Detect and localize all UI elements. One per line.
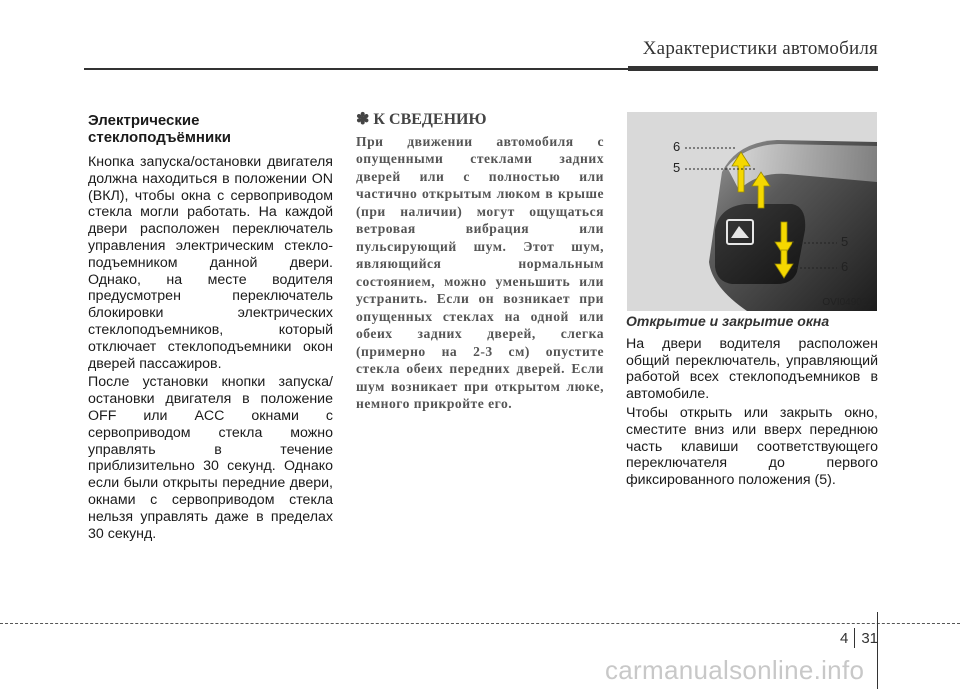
note-body: При движении автомобиля с опущенными стеклами задних дверей или с полностью или частично открытым люком в крыше (при наличии) могут ощущаться ветровая вибрация или пульсирующий шум. Этот шум, являющийся нормальным состоянием, можно уменьшить или устранить. Если он возникает при опущенных стеклах на одной или обеих задних дверей, слегка (примерно на 2-3 см) опустите стекла обеих передних дверей. Если шум возникает при открытом люке, немного прикройте его. [356, 133, 604, 412]
note-heading [356, 112, 604, 129]
header-rule-accent [628, 66, 878, 71]
header-title: Характеристики автомобиля [642, 38, 878, 59]
section-heading: Электрические стеклоподъёмники [88, 112, 231, 146]
window-switch-illustration [627, 112, 877, 311]
label-6-down: 6 [841, 259, 849, 274]
label-5-down: 5 [841, 234, 849, 249]
left-column [88, 112, 333, 544]
figure-code: OVI049021 [822, 297, 873, 308]
note-mark-icon: ✽ [356, 111, 370, 128]
page-number-vline [877, 612, 878, 689]
right-paragraph-2: Чтобы открыть или закрыть окно, сместите вниз или вверх переднюю часть клавиши соответствующего переключателя до первого фиксированного положения (5). [626, 404, 878, 489]
paragraph-1: Кнопка запуска/остановки двигателя должна находиться в положении ON (ВКЛ), чтобы окна с сервоприводом стекла могли работать. На каждой двери расположен переключатель управления электрическим стекло-подъемником данной двери. Однако, на месте водителя предусмотрен переключатель блокировки электрических стеклоподъемников, который отключает стеклоподъемники окон дверей пассажиров. [88, 154, 333, 372]
label-5-up: 5 [673, 160, 681, 175]
chapter-number: 4 [839, 629, 849, 647]
right-column [626, 313, 878, 491]
watermark: carmanualsonline.info [605, 655, 865, 685]
page-number [840, 628, 878, 648]
note-column [356, 112, 604, 413]
label-6-up: 6 [673, 139, 681, 154]
right-paragraph-1: На двери водителя расположен общий переключатель, управляющий работой всех стеклоподъемников в автомобиле. [626, 335, 878, 403]
note-heading-text: К СВЕДЕНИЮ [373, 111, 487, 128]
page-number-separator [854, 628, 855, 648]
window-switch-figure [627, 112, 877, 311]
subheading: Открытие и закрытие окна [626, 313, 830, 329]
page-number-value: 31 [861, 629, 878, 647]
footer-rule [0, 623, 960, 624]
paragraph-2: После установки кнопки запуска/остановки двигателя в положение OFF или ACC окнами с сервоприводом стекла можно управлять в течение приблизительно 30 секунд. Однако если были открыты передние двери, окнами с сервоприводом стекла нельзя управлять даже в пределах 30 секунд. [88, 374, 333, 542]
